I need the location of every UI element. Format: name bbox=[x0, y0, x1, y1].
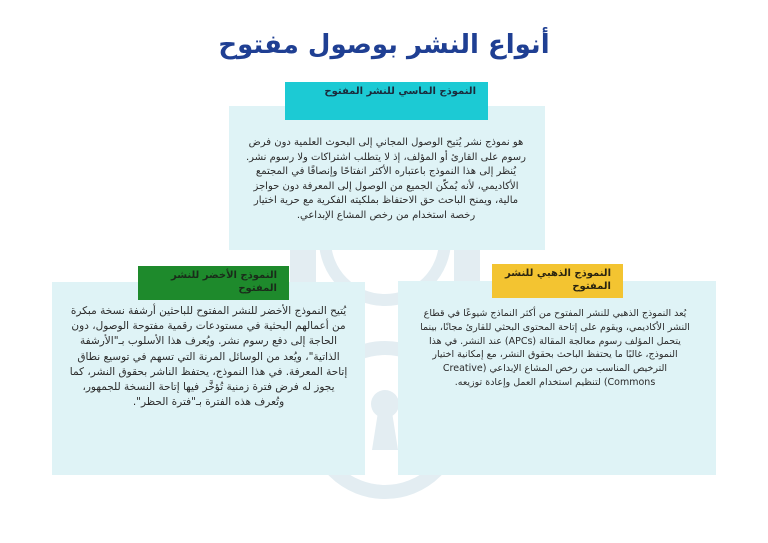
diamond-model-label: النموذج الماسي للنشر المفتوح bbox=[285, 82, 488, 120]
diamond-model-card bbox=[229, 106, 545, 250]
diamond-model-text: هو نموذج نشر يُتيح الوصول المجاني إلى البحوث العلمية دون فرض رسوم على القارئ أو المؤلف، إذ لا يتطلب اشتراكات ولا رسوم نشر. يُنظر إلى هذا النموذج باعتباره الأكثر انفتاحًا وإنصافًا في المجتمع الأكاديمي، لأنه يُمكّن الجميع من الوصول إلى المعرفة دون حواجز مالية، ويمنح الباحث حق الاحتفاظ بملكيته الفكرية مع حرية اختيار رخصة استخدام من رخص المشاع الإبداعي. bbox=[246, 137, 526, 221]
gold-model-card bbox=[398, 281, 716, 475]
green-model-text: يُتيح النموذج الأخضر للنشر المفتوح للباحثين أرشفة نسخة مبكرة من أعمالهم البحثية في مستودعات رقمية مفتوحة الوصول، دون الحاجة إلى دفع رسوم نشر. ويُعرف هذا الأسلوب بـ"الأرشفة الذاتية"، ويُعد من الوسائل المرنة التي تسهم في توسيع نطاق إتاحة المعرفة. في هذا النموذج، يحتفظ الناشر بحقوق النشر، كما يجوز له فرض فترة زمنية تُؤخَّر فيها إتاحة النسخة للجمهور، وتُعرف هذه الفترة بـ"فترة الحظر". bbox=[69, 305, 348, 409]
green-model-label: النموذج الأخضر للنشر المفتوح bbox=[138, 266, 289, 300]
page-title: أنواع النشر بوصول مفتوح bbox=[218, 30, 550, 60]
gold-model-text: يُعد النموذج الذهبي للنشر المفتوح من أكثر النماذج شيوعًا في قطاع النشر الأكاديمي، ويقوم على إتاحة المحتوى البحثي للقارئ مجانًا، بينما يتحمل المؤلف رسوم معالجة المقالة (APCs) عند النشر. في هذا النموذج، غالبًا ما يحتفظ الباحث بحقوق النشر، مع إمكانية اختيار الترخيص المناسب من رخص المشاع الإبداعي (Creative Commons) لتنظيم استخدام العمل وإعادة توزيعه. bbox=[420, 308, 690, 388]
gold-model-label: النموذج الذهبي للنشر المفتوح bbox=[492, 264, 623, 298]
green-model-card bbox=[52, 282, 365, 475]
